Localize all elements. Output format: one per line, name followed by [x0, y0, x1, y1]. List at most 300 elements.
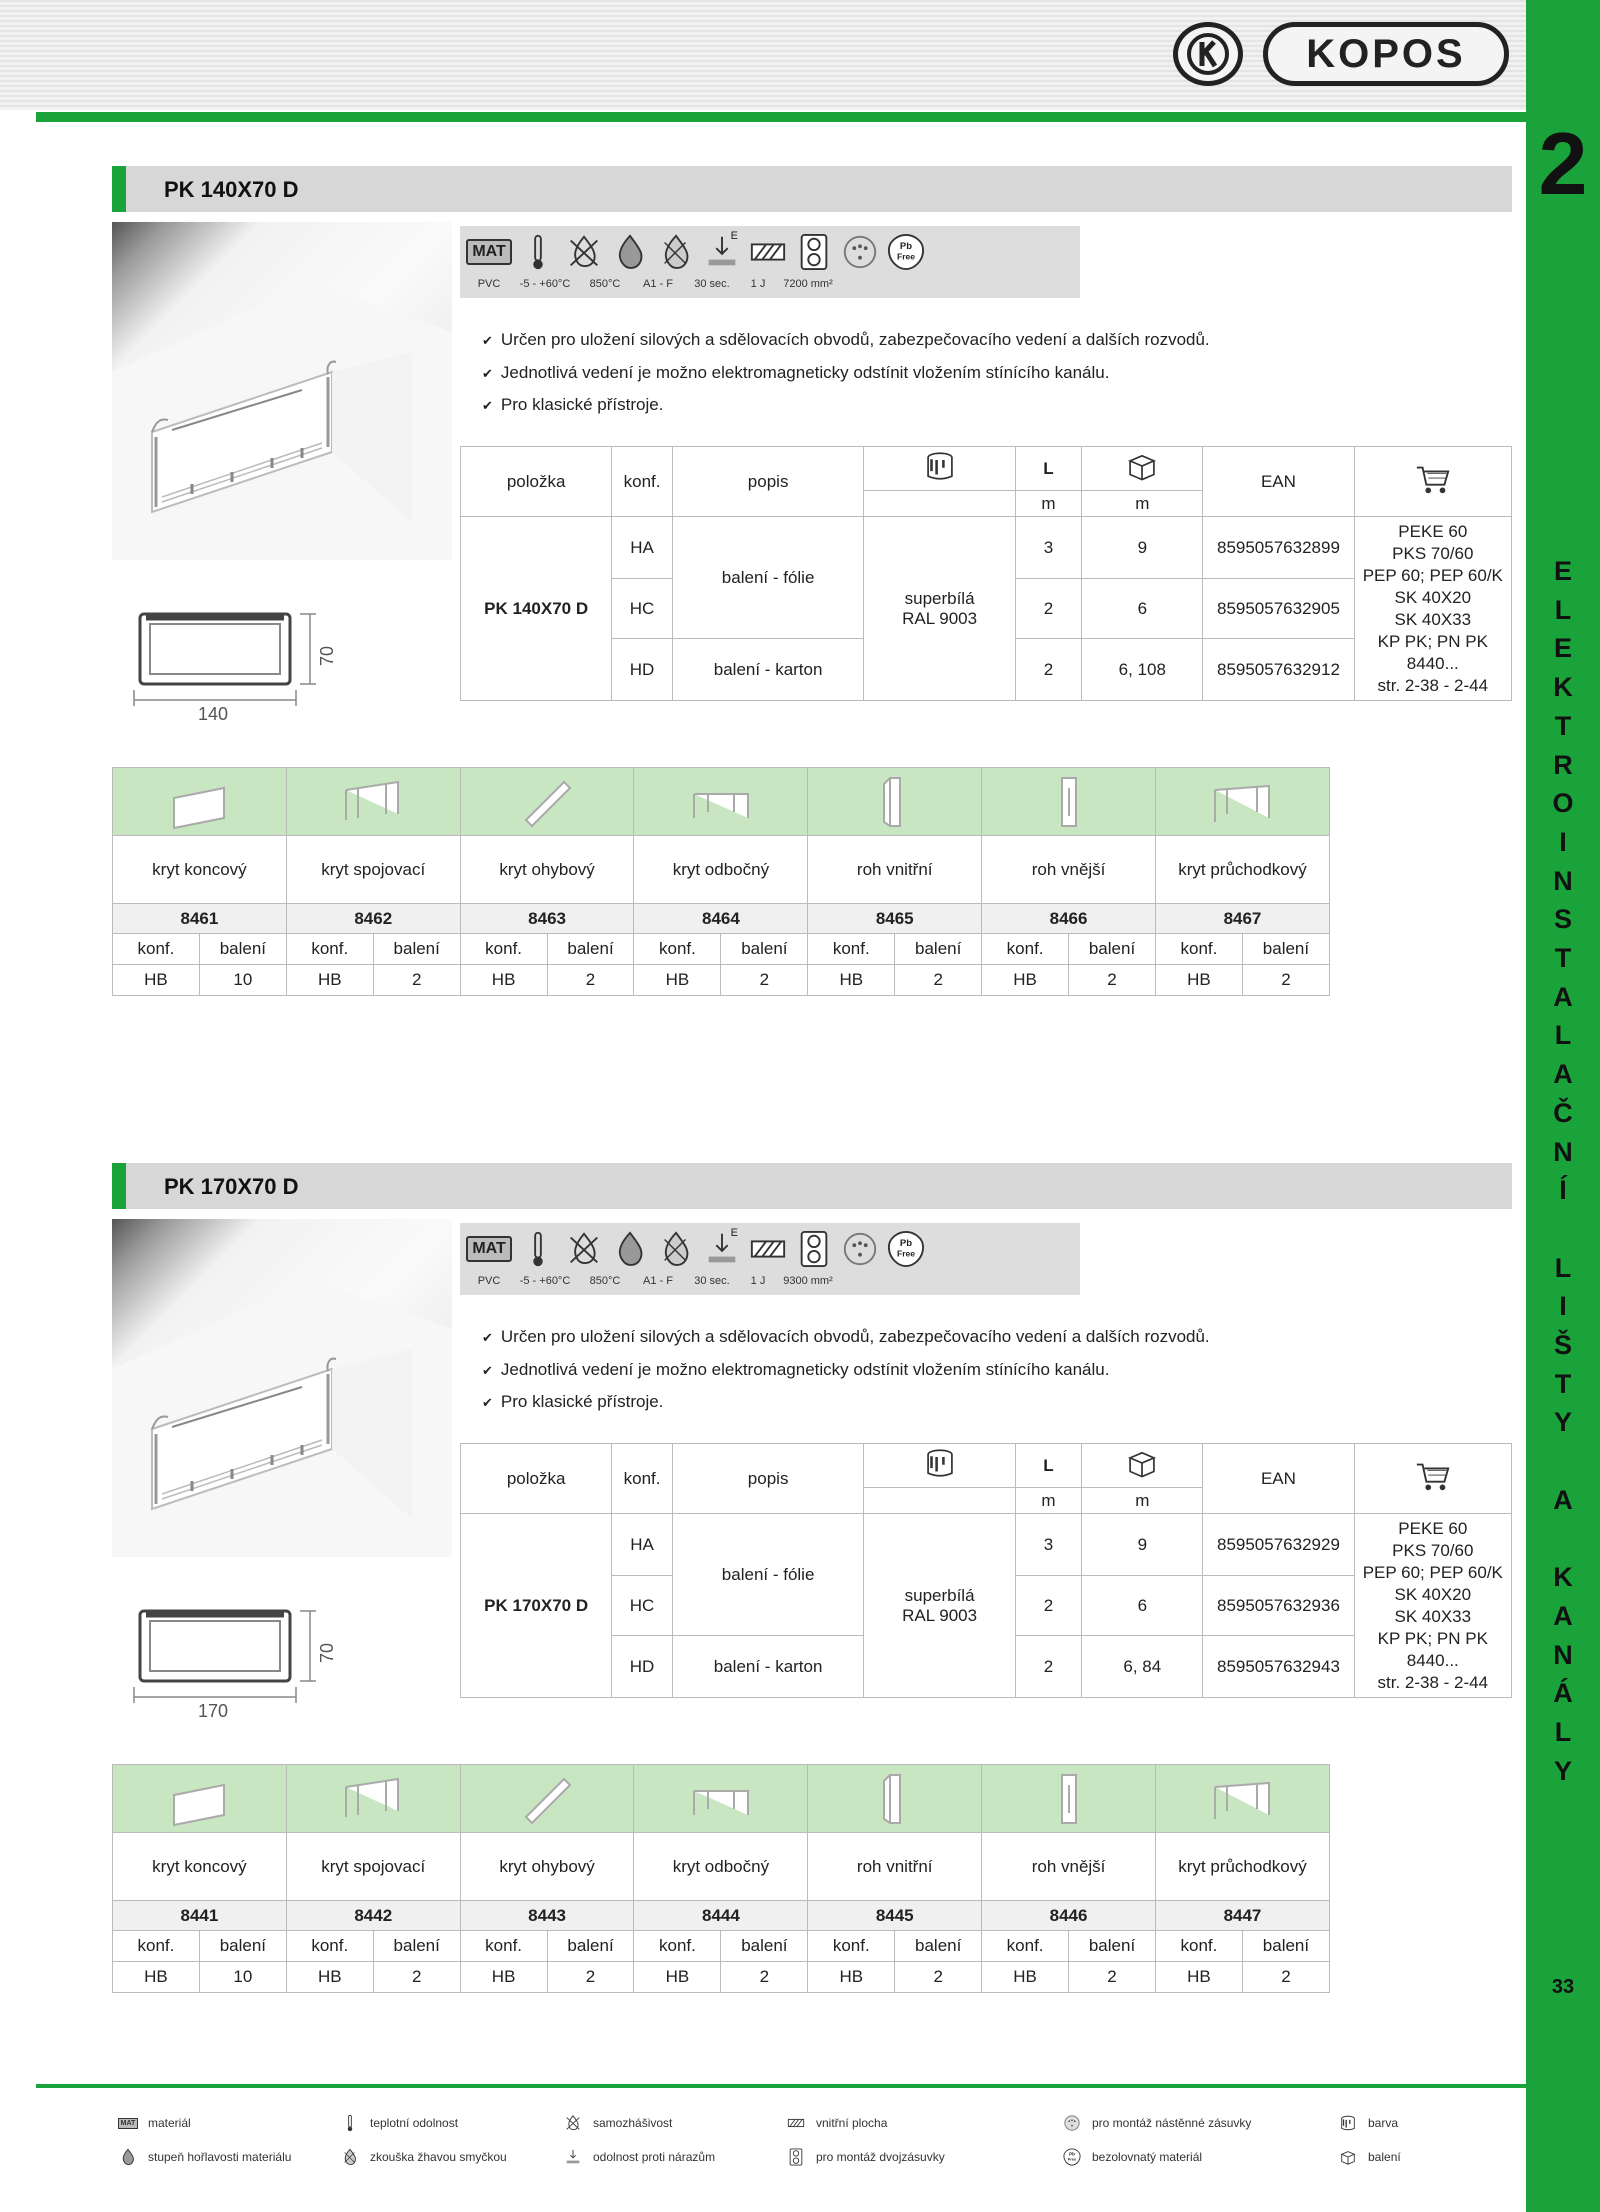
sidebar-letter: S	[1553, 904, 1572, 935]
sidebar-vertical-title	[1526, 552, 1600, 1791]
mat-icon	[466, 232, 512, 272]
sub-conf: konf.	[460, 1931, 547, 1962]
box-icon	[1338, 2148, 1358, 2166]
accessory-code: 8443	[460, 1901, 634, 1931]
feature-item: ✔ Určen pro uložení silových a sdělovacích obvodů, zabezpečovacího vedení a dalších rozvodů.	[482, 324, 1210, 357]
accessory-name: kryt spojovací	[286, 1833, 460, 1901]
sidebar-letter: T	[1554, 1368, 1572, 1399]
legend-label: zkouška žhavou smyčkou	[370, 2150, 507, 2164]
accessory-image	[808, 1765, 982, 1833]
paint-bucket-icon	[1338, 2114, 1358, 2132]
property-labels	[468, 1275, 838, 1287]
ean-cell: 8595057632929	[1203, 1514, 1354, 1576]
box-icon	[1082, 1444, 1203, 1488]
unit-length: m	[1015, 1488, 1082, 1514]
accessory-code: 8447	[1155, 1901, 1329, 1931]
accessory-pack: 2	[373, 965, 460, 996]
svg-text:Pb: Pb	[899, 241, 913, 253]
accessory-code: 8463	[460, 904, 634, 934]
sidebar-letter: I	[1559, 826, 1567, 857]
legend-item	[1062, 2148, 1202, 2166]
accessory-conf: HB	[460, 965, 547, 996]
svg-text:Pb: Pb	[1069, 2151, 1075, 2157]
sub-conf: konf.	[634, 934, 721, 965]
accessory-code: 8464	[634, 904, 808, 934]
accessory-image	[460, 768, 634, 836]
pack-cell: 6	[1082, 579, 1203, 639]
accessory-pack: 2	[1069, 965, 1156, 996]
legend-label: vnitřní plocha	[816, 2116, 888, 2130]
pack-cell: 9	[1082, 517, 1203, 579]
accessory-code: 8442	[286, 1901, 460, 1931]
accessory-pack: 2	[721, 1962, 808, 1993]
unit-pack: m	[1082, 491, 1203, 517]
product-photo	[112, 1219, 452, 1557]
sidebar-letter: E	[1553, 633, 1572, 664]
property-label: A1 - F	[643, 1275, 673, 1287]
socket-icon	[840, 232, 880, 272]
sidebar-letter: R	[1553, 749, 1573, 780]
accessory-pack: 2	[547, 1962, 634, 1993]
accessory-conf: HB	[286, 965, 373, 996]
col-conf: konf.	[612, 1444, 673, 1514]
section-header	[112, 166, 1512, 212]
accessory-pack: 2	[895, 965, 982, 996]
sidebar-letter: I	[1559, 1291, 1567, 1322]
sub-pack: balení	[373, 934, 460, 965]
sidebar-letter: N	[1553, 865, 1573, 896]
accessory-name: kryt spojovací	[286, 836, 460, 904]
property-label: 30 sec.	[694, 278, 730, 290]
accessory-name: roh vnitřní	[808, 836, 982, 904]
sidebar-letter: L	[1554, 1020, 1572, 1051]
item-name: PK 140X70 D	[461, 517, 612, 701]
col-length: L	[1015, 447, 1082, 491]
conf-cell: HA	[612, 517, 673, 579]
desc-box: balení - karton	[672, 639, 864, 701]
length-cell: 2	[1015, 1636, 1082, 1698]
accessory-image	[808, 768, 982, 836]
legend-label: materiál	[148, 2116, 191, 2130]
impact-icon	[702, 232, 742, 272]
accessory-code: 8445	[808, 1901, 982, 1931]
accessory-conf: HB	[286, 1962, 373, 1993]
property-label: 850°C	[589, 1275, 621, 1287]
accessory-image	[460, 1765, 634, 1833]
flame-cross-icon	[564, 1229, 604, 1269]
header-rule	[36, 112, 1526, 122]
accessory-conf: HB	[634, 965, 721, 996]
unit-length: m	[1015, 491, 1082, 517]
properties-strip	[460, 1223, 1080, 1295]
svg-text:Free: Free	[896, 251, 916, 262]
ean-cell: 8595057632912	[1203, 639, 1354, 701]
property-icons	[466, 232, 926, 272]
lead-free-icon	[886, 232, 926, 272]
sub-pack: balení	[547, 1931, 634, 1962]
thermometer-icon	[518, 1229, 558, 1269]
sub-pack: balení	[1242, 934, 1329, 965]
impact-icon	[563, 2148, 583, 2166]
sub-pack: balení	[895, 934, 982, 965]
cart-icon	[1354, 1444, 1511, 1514]
sidebar-letter: Y	[1553, 1407, 1572, 1438]
flame-cross-icon	[564, 232, 604, 272]
accessory-code: 8467	[1155, 904, 1329, 934]
sidebar-letter: K	[1553, 1562, 1573, 1593]
accessory-conf: HB	[113, 1962, 200, 1993]
sub-pack: balení	[373, 1931, 460, 1962]
sidebar-letter	[1526, 1520, 1600, 1559]
sidebar-letter: Č	[1553, 1097, 1573, 1128]
sidebar-letter: A	[1553, 981, 1573, 1012]
chapter-number: 2	[1538, 114, 1588, 213]
legend-label: pro montáž dvojzásuvky	[816, 2150, 945, 2164]
sub-conf: konf.	[460, 934, 547, 965]
dimension-width: 140	[198, 704, 229, 724]
sub-conf: konf.	[982, 934, 1069, 965]
desc-foil: balení - fólie	[672, 517, 864, 639]
sub-conf: konf.	[286, 1931, 373, 1962]
ean-cell: 8595057632943	[1203, 1636, 1354, 1698]
sidebar-letter: Š	[1553, 1330, 1572, 1361]
accessory-code: 8462	[286, 904, 460, 934]
svg-text:Free: Free	[1067, 2156, 1077, 2162]
feature-item: ✔ Jednotlivá vedení je možno elektromagneticky odstínit vložením stínícího kanálu.	[482, 357, 1210, 390]
hatched-area-icon	[748, 1229, 788, 1269]
property-label: PVC	[477, 1275, 501, 1287]
color-unit	[864, 1488, 1015, 1514]
dimension-height: 70	[317, 645, 337, 667]
length-cell: 2	[1015, 639, 1082, 701]
legend-label: barva	[1368, 2116, 1399, 2130]
section-title: PK 170X70 D	[164, 1174, 299, 1199]
legend-label: odolnost proti nárazům	[593, 2150, 716, 2164]
socket-icon	[840, 1229, 880, 1269]
flame-loop-icon	[656, 232, 696, 272]
desc-box: balení - karton	[672, 1636, 864, 1698]
sidebar-letter: N	[1553, 1136, 1573, 1167]
length-cell: 2	[1015, 1576, 1082, 1636]
section-accent	[112, 166, 126, 212]
accessory-name: kryt odbočný	[634, 1833, 808, 1901]
accessory-code: 8446	[982, 1901, 1156, 1931]
sub-conf: konf.	[808, 1931, 895, 1962]
accessory-name: kryt ohybový	[460, 836, 634, 904]
sidebar-letter: L	[1554, 594, 1572, 625]
section-header	[112, 1163, 1512, 1209]
sidebar-letter: K	[1553, 672, 1573, 703]
sub-pack: balení	[1069, 1931, 1156, 1962]
ean-cell: 8595057632899	[1203, 517, 1354, 579]
sidebar-letter: Á	[1553, 1678, 1573, 1709]
sub-pack: balení	[721, 934, 808, 965]
feature-item: ✔ Pro klasické přístroje.	[482, 1386, 1210, 1419]
accessory-image	[286, 768, 460, 836]
col-length: L	[1015, 1444, 1082, 1488]
property-icons	[466, 1229, 926, 1269]
accessory-image	[634, 768, 808, 836]
dimension-drawing	[128, 606, 338, 726]
col-item: položka	[461, 1444, 612, 1514]
compatible-products: PEKE 60 PKS 70/60 PEP 60; PEP 60/K SK 40X20 SK 40X33 KP PK; PN PK 8440... str. 2-38 - 2-44	[1354, 1514, 1511, 1698]
impact-energy-mark: E	[730, 1227, 738, 1239]
sidebar-letter: Í	[1559, 1175, 1567, 1206]
mat-badge: MAT	[466, 239, 511, 265]
property-label: 1 J	[750, 278, 766, 290]
legend-item	[118, 2114, 191, 2132]
accessory-image	[286, 1765, 460, 1833]
item-name: PK 170X70 D	[461, 1514, 612, 1698]
accessory-pack: 2	[373, 1962, 460, 1993]
accessory-name: kryt ohybový	[460, 1833, 634, 1901]
sub-pack: balení	[199, 1931, 286, 1962]
sidebar-letter	[1526, 1442, 1600, 1481]
accessories-table	[112, 767, 1330, 996]
flame-icon	[610, 1229, 650, 1269]
sidebar-letter: O	[1552, 788, 1574, 819]
legend-item	[1062, 2114, 1251, 2132]
accessory-name: roh vnitřní	[808, 1833, 982, 1901]
property-label: A1 - F	[643, 278, 673, 290]
col-ean: EAN	[1203, 1444, 1354, 1514]
unit-pack: m	[1082, 1488, 1203, 1514]
accessory-conf: HB	[982, 1962, 1069, 1993]
property-label: 850°C	[589, 278, 621, 290]
accessory-image	[113, 1765, 287, 1833]
pack-cell: 9	[1082, 1514, 1203, 1576]
socket-icon	[1062, 2114, 1082, 2132]
accessory-conf: HB	[808, 965, 895, 996]
legend-item	[1338, 2148, 1401, 2166]
feature-list	[482, 324, 1210, 422]
mat-icon: MAT	[118, 2114, 138, 2132]
impact-energy-mark: E	[730, 230, 738, 242]
flame-icon	[610, 232, 650, 272]
sidebar-letter: T	[1554, 943, 1572, 974]
legend-item	[563, 2148, 715, 2166]
accessory-conf: HB	[982, 965, 1069, 996]
product-table	[460, 1443, 1512, 1698]
legend-label: bezolovnatý materiál	[1092, 2150, 1203, 2164]
double-socket-icon	[794, 232, 834, 272]
accessory-image	[1155, 1765, 1329, 1833]
mat-icon	[466, 1229, 512, 1269]
accessory-pack: 2	[1242, 965, 1329, 996]
pack-cell: 6, 84	[1082, 1636, 1203, 1698]
section-accent	[112, 1163, 126, 1209]
property-labels	[468, 278, 838, 290]
section-title: PK 140X70 D	[164, 177, 299, 202]
accessory-conf: HB	[1155, 965, 1242, 996]
impact-icon	[702, 1229, 742, 1269]
sub-conf: konf.	[113, 934, 200, 965]
paint-bucket-icon	[864, 447, 1015, 491]
accessory-image	[982, 1765, 1156, 1833]
paint-bucket-icon	[864, 1444, 1015, 1488]
accessory-pack: 10	[199, 1962, 286, 1993]
conf-cell: HC	[612, 579, 673, 639]
conf-cell: HD	[612, 1636, 673, 1698]
legend-item	[786, 2148, 945, 2166]
double-socket-icon	[794, 1229, 834, 1269]
accessory-image	[634, 1765, 808, 1833]
accessory-conf: HB	[808, 1962, 895, 1993]
property-label: 9300 mm²	[783, 1275, 833, 1287]
sidebar-letter: E	[1553, 556, 1572, 586]
color-unit	[864, 491, 1015, 517]
accessory-image	[113, 768, 287, 836]
col-desc: popis	[672, 447, 864, 517]
accessory-code: 8461	[113, 904, 287, 934]
kopos-emblem-icon	[1173, 22, 1243, 86]
product-photo	[112, 222, 452, 560]
accessory-conf: HB	[113, 965, 200, 996]
sidebar-letter: N	[1553, 1639, 1573, 1670]
sub-pack: balení	[547, 934, 634, 965]
dimension-drawing	[128, 1603, 338, 1723]
sub-conf: konf.	[1155, 1931, 1242, 1962]
accessory-code: 8465	[808, 904, 982, 934]
flame-loop-icon	[656, 1229, 696, 1269]
accessory-name: roh vnější	[982, 1833, 1156, 1901]
accessory-name: kryt koncový	[113, 1833, 287, 1901]
property-label: -5 - +60°C	[519, 278, 571, 290]
conf-cell: HA	[612, 1514, 673, 1576]
properties-strip	[460, 226, 1080, 298]
legend-item	[1338, 2114, 1398, 2132]
pack-cell: 6, 108	[1082, 639, 1203, 701]
accessory-pack: 2	[721, 965, 808, 996]
legend-label: pro montáž nástěnné zásuvky	[1092, 2116, 1252, 2130]
property-label: 1 J	[750, 1275, 766, 1287]
lead-free-icon	[1062, 2148, 1082, 2166]
accessory-code: 8444	[634, 1901, 808, 1931]
col-item: položka	[461, 447, 612, 517]
flame-cross-icon	[563, 2114, 583, 2132]
feature-item: ✔ Jednotlivá vedení je možno elektromagneticky odstínit vložením stínícího kanálu.	[482, 1354, 1210, 1387]
property-label: 30 sec.	[694, 1275, 730, 1287]
sub-pack: balení	[1069, 934, 1156, 965]
brand-logo: KOPOS	[1263, 22, 1509, 86]
accessory-name: kryt koncový	[113, 836, 287, 904]
pack-cell: 6	[1082, 1576, 1203, 1636]
page-number: 33	[1551, 1976, 1575, 1998]
sub-pack: balení	[721, 1931, 808, 1962]
legend-label: teplotní odolnost	[370, 2116, 459, 2130]
sidebar-letter: Y	[1553, 1755, 1572, 1786]
sidebar-letter	[1526, 1210, 1600, 1249]
length-cell: 3	[1015, 517, 1082, 579]
length-cell: 2	[1015, 579, 1082, 639]
accessory-name: roh vnější	[982, 836, 1156, 904]
conf-cell: HC	[612, 1576, 673, 1636]
legend-item	[340, 2114, 458, 2132]
sidebar-letter: A	[1553, 1484, 1573, 1515]
col-desc: popis	[672, 1444, 864, 1514]
sub-pack: balení	[895, 1931, 982, 1962]
length-cell: 3	[1015, 1514, 1082, 1576]
accessory-name: kryt průchodkový	[1155, 1833, 1329, 1901]
legend-item	[340, 2148, 507, 2166]
accessory-pack: 2	[1069, 1962, 1156, 1993]
box-icon	[1082, 447, 1203, 491]
feature-item: ✔ Určen pro uložení silových a sdělovacích obvodů, zabezpečovacího vedení a dalších rozvodů.	[482, 1321, 1210, 1354]
property-label: PVC	[477, 278, 501, 290]
col-ean: EAN	[1203, 447, 1354, 517]
accessory-conf: HB	[634, 1962, 721, 1993]
flame-loop-icon	[340, 2148, 360, 2166]
thermometer-icon	[518, 232, 558, 272]
hatched-area-icon	[786, 2114, 806, 2132]
sidebar-letter: A	[1553, 1059, 1573, 1090]
svg-text:Free: Free	[896, 1248, 916, 1259]
accessory-image	[1155, 768, 1329, 836]
legend-label: samozhášivost	[593, 2116, 673, 2130]
sub-pack: balení	[199, 934, 286, 965]
sub-conf: konf.	[286, 934, 373, 965]
hatched-area-icon	[748, 232, 788, 272]
accessory-name: kryt odbočný	[634, 836, 808, 904]
col-conf: konf.	[612, 447, 673, 517]
accessory-name: kryt průchodkový	[1155, 836, 1329, 904]
desc-foil: balení - fólie	[672, 1514, 864, 1636]
sub-conf: konf.	[113, 1931, 200, 1962]
color-cell: superbílá RAL 9003	[864, 1514, 1015, 1698]
accessory-code: 8441	[113, 1901, 287, 1931]
sidebar-letter: T	[1554, 710, 1572, 741]
accessory-pack: 2	[895, 1962, 982, 1993]
dimension-height: 70	[317, 1642, 337, 1664]
feature-list	[482, 1321, 1210, 1419]
sub-conf: konf.	[634, 1931, 721, 1962]
accessory-image	[982, 768, 1156, 836]
flame-icon	[118, 2148, 138, 2166]
sub-pack: balení	[1242, 1931, 1329, 1962]
sidebar-letter: L	[1554, 1717, 1572, 1748]
ean-cell: 8595057632936	[1203, 1576, 1354, 1636]
conf-cell: HD	[612, 639, 673, 701]
sidebar-letter: A	[1553, 1600, 1573, 1631]
legend-label: stupeň hořlavosti materiálu	[148, 2150, 292, 2164]
mat-badge: MAT	[466, 1236, 511, 1262]
accessory-conf: HB	[460, 1962, 547, 1993]
ean-cell: 8595057632905	[1203, 579, 1354, 639]
legend-item	[563, 2114, 672, 2132]
legend-item	[786, 2114, 887, 2132]
compatible-products: PEKE 60 PKS 70/60 PEP 60; PEP 60/K SK 40X20 SK 40X33 KP PK; PN PK 8440... str. 2-38 - 2-44	[1354, 517, 1511, 701]
svg-text:Pb: Pb	[899, 1238, 913, 1250]
sub-conf: konf.	[982, 1931, 1069, 1962]
dimension-width: 170	[198, 1701, 229, 1721]
double-socket-icon	[786, 2148, 806, 2166]
footer-rule	[36, 2084, 1526, 2088]
property-label: -5 - +60°C	[519, 1275, 571, 1287]
sidebar-letter: L	[1554, 1252, 1572, 1283]
color-cell: superbílá RAL 9003	[864, 517, 1015, 701]
accessory-pack: 2	[1242, 1962, 1329, 1993]
accessory-code: 8466	[982, 904, 1156, 934]
sub-conf: konf.	[808, 934, 895, 965]
thermometer-icon	[340, 2114, 360, 2132]
legend-label: balení	[1368, 2150, 1401, 2164]
accessory-pack: 2	[547, 965, 634, 996]
legend-item	[118, 2148, 291, 2166]
accessories-table	[112, 1764, 1330, 1993]
sub-conf: konf.	[1155, 934, 1242, 965]
accessory-conf: HB	[1155, 1962, 1242, 1993]
property-label: 7200 mm²	[783, 278, 833, 290]
